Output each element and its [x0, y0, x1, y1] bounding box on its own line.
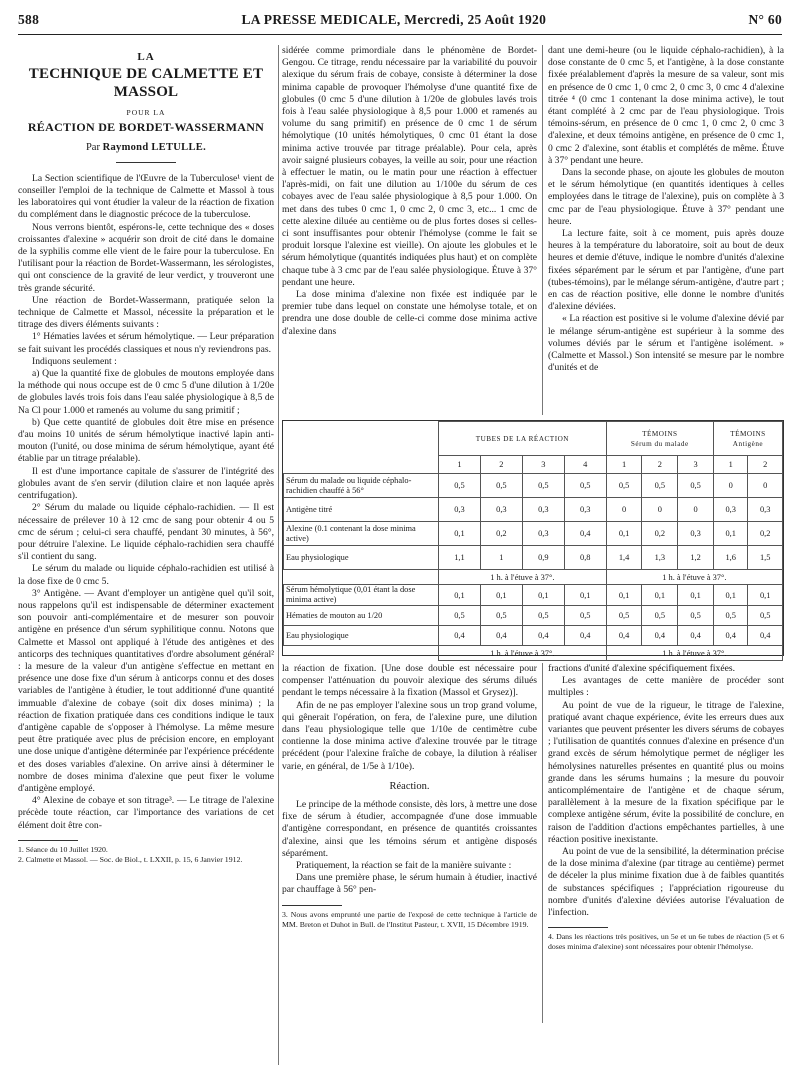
table-cell: 0,4 — [564, 522, 606, 546]
column-2-top — [282, 45, 537, 338]
tube-number: 1 — [606, 456, 642, 474]
paragraph: sidérée comme primordiale dans le phénomène de Bordet-Gengou. Ce titrage, rendu nécessaire par la variabilité du pouvoir alexique du sérum frais de cobaye, consiste à déterminer la dose minima capable de provoquer l'hémolyse d'une quantité fixe de globules (0 cmc 5 d'une dilution à 1/20e de globules lavés trois fois à l'eau salée physiologique à 8,5 pour 1.000 et ramenés au volume du sang primitif) en présence de 0 cmc 1 de sérum hémolytique (10 unités hémolytiques, 0 cmc 01 étant la dose minima active trouvée par titrage préalable). Pour cela, après avoir saigné plusieurs cobayes, la veille au soir, pour une réaction à effectuer le matin, ou le matin pour une réaction à effectuer l'après-midi, on fait une dilution au 1/100e du sérum de ces cobayes avec de l'eau salée physiologique à 8,5 pour 1.000. On met dans des tubes 0 cmc 1, 0 cmc 2, 0 cmc 3, etc... 1 cmc de cette alexine diluée au centième ou de plus fortes doses si celles-ci sont insuffisantes pour obtenir l'hémolyse (comme le fait se produit lorsque l'alexine est vieille). On ajoute les globules et le sérum hémolytique (quantités indiquées plus haut) et on complète chaque tube à 3 cmc par de l'eau salée physiologique. Étuve à 37° pendant une heure. — [282, 45, 537, 288]
paragraph: Nous verrons bientôt, espérons-le, cette technique des « doses croissantes d'alexine » acquérir son droit de cité dans le domaine de la syphilis comme elle vient de le faire pour la tuberculose. En l'utilisant pour la réaction de Bordet-Wassermann, les sérologistes, qui ont conscience de la gravité de leur verdict, y trouveront une très grande sécurité. — [18, 221, 274, 294]
table-cell: 0,5 — [522, 474, 564, 498]
table-cell: 0,4 — [678, 626, 714, 646]
table-cell: 0,3 — [522, 498, 564, 522]
group-temoins-serum-line2: Sérum du malade — [630, 439, 689, 448]
column-3-top — [548, 45, 784, 374]
table-cell: 0 — [713, 474, 748, 498]
table-cell: 0,9 — [522, 546, 564, 570]
incubation-note: 1 h. à l'étuve à 37°. — [606, 570, 782, 585]
table-cell: 0,1 — [564, 585, 606, 606]
table-cell: 0,1 — [713, 522, 748, 546]
row-label: Antigène titré — [284, 498, 439, 522]
column-2-bottom — [282, 663, 537, 930]
paragraph: 3° Antigène. — Avant d'employer un antigène quel qu'il soit, nous rappelons qu'il est indispensable de déterminer exactement son pouvoir anti-complémentaire et de mesurer son pouvoir antigène en présence d'un sérum syphilitique connu. Notons que Calmette et Massol ont appliqué à l'étude des antigènes et des anticorps des techniques quantitatives d'ordre absolument général² : la mesure de la valeur d'un antigène s'effectue en mettant en présence une dose fixe d'un sérum à anticorps connu et des doses variables de l'antigène à étudier, le tout additionné d'une quantité immuable d'alexine de cobaye (soit dix doses minima) ; la réaction de fixation pratiquée dans ces conditions indique le taux d'antigène capable de s'opposer à l'hémolyse. La même mesure peut être pratiquée avec plus de précision encore, en employant une dose unique d'antigène déterminée par l'expérience précédente et des doses variables d'alexine. On arrive ainsi à déterminer le nombre de doses minima d'alexine que peut fixer le volume d'antigène employé. — [18, 587, 274, 794]
paragraph: 1° Hématies lavées et sérum hémolytique. — Leur préparation se fait suivant les procédés classiques et nous n'y reviendrons pas. — [18, 331, 274, 355]
group-temoins-antigene-line2: Antigène — [732, 439, 764, 448]
group-temoins-antigene — [713, 422, 782, 456]
group-temoins-serum-line1: TÉMOINS — [642, 429, 678, 438]
table-cell: 0,5 — [678, 474, 714, 498]
table-cell: 0,5 — [642, 606, 678, 626]
incubation-note: 1 h. à l'étuve à 37°. — [439, 646, 607, 661]
table-cell: 0,1 — [642, 585, 678, 606]
footnote-rule — [282, 905, 342, 906]
footnote-rule — [18, 840, 78, 841]
table-cell: 0,5 — [606, 474, 642, 498]
table-cell: 0,8 — [564, 546, 606, 570]
table-cell: 0,3 — [522, 522, 564, 546]
footnote-4: 4. Dans les réactions très positives, un 5e et un 6e tubes de réaction (5 et 6 doses minima d'alexine) sont nécessaires pour obtenir l'hémolyse. — [548, 932, 784, 952]
reaction-table — [282, 420, 784, 656]
table-cell: 0 — [642, 498, 678, 522]
table-cell: 0 — [606, 498, 642, 522]
table-cell: 0,3 — [439, 498, 481, 522]
table-cell: 0,4 — [480, 626, 522, 646]
footnote-rule — [548, 927, 608, 928]
table-cell: 0,5 — [480, 474, 522, 498]
tube-number: 4 — [564, 456, 606, 474]
column-rule-2 — [542, 45, 543, 415]
article-la: LA — [137, 51, 155, 63]
column-rule-1 — [278, 45, 279, 1065]
paragraph: 4° Alexine de cobaye et son titrage³. — Le titrage de l'alexine précède toute réaction, car l'importance des variations de cet élément doit être con- — [18, 795, 274, 831]
table-cell: 0,4 — [642, 626, 678, 646]
table-cell: 0,5 — [564, 474, 606, 498]
paragraph: La Section scientifique de l'Œuvre de la Tuberculose¹ vient de conseiller l'emploi de la technique de Calmette et Massol à tous les laboratoires qui vont étudier la valeur de la réaction de fixation du complément dans le diagnostic précoce de la tuberculose. — [18, 172, 274, 221]
table-cell: 0,1 — [748, 585, 783, 606]
paragraph: Il est d'une importance capitale de s'assurer de l'intégrité des globules avant de s'en servir (dilution claire et non laquée après centrifugation). — [18, 465, 274, 502]
article-heading — [18, 51, 274, 163]
table-cell: 0,3 — [678, 522, 714, 546]
paragraph: Au point de vue de la rigueur, le titrage de l'alexine, pratiqué avant chaque expérience, évite les erreurs dues aux variantes que peuvent présenter les divers sérums de cobayes ; l'utilisation de quantités connues d'alexine en présence d'un grand excès de sérum hémolytique permet de négliger les hémolysines naturelles présentes en quantité plus ou moins grande dans les sérums humains ; la mesure du pouvoir anticomplémentaire de l'antigène et de chaque sérum, parallèlement à la mesure de la fixation spécifique par le complexe antigène sérum, évite la possibilité de conclure, en raison de l'addition d'actions empêchantes partielles, à une réaction positive inexistante. — [548, 699, 784, 845]
paragraph: 2° Sérum du malade ou liquide céphalo-rachidien. — Il est nécessaire de prélever 10 à 12 cmc de sang pour obtenir 4 ou 5 cmc de sérum ; celui-ci sera chauffé, pendant 30 minutes, à 56°, pour détruire l'alexine. Le liquide céphalo-rachidien sera chauffé s'il contient du sang. — [18, 502, 274, 563]
footnote-2: 2. Calmette et Massol. — Soc. de Biol., t. LXXII, p. 15, 6 Janvier 1912. — [18, 854, 243, 864]
paragraph: La dose minima d'alexine non fixée est indiquée par le premier tube dans lequel on constate une hémolyse totale, et on prendra une dose double de celle-ci comme dose minima active d'alexine dans — [282, 289, 537, 337]
row-label: Hématies de mouton au 1/20 — [284, 606, 439, 626]
paragraph: la réaction de fixation. [Une dose double est nécessaire pour compenser l'atténuation du pouvoir alexique des sérums dilués pendant le temps nécessaire à la fixation (Massol et Grysez)]. — [282, 663, 537, 699]
footnote-3: 3. Nous avons emprunté une partie de l'exposé de cette technique à l'article de MM. Breton et Duhot in Bull. de l'Institut Pasteur, t. XVII, 15 Décembre 1919. — [282, 909, 537, 929]
table-cell: 0,3 — [713, 498, 748, 522]
table-blank — [284, 456, 439, 474]
table-cell: 1,5 — [748, 546, 783, 570]
table-cell: 0,5 — [439, 606, 481, 626]
row-label: Alexine (0.1 contenant la dose minima active) — [284, 522, 439, 546]
paragraph: Indiquons seulement : — [32, 355, 117, 367]
table-cell: 0,2 — [642, 522, 678, 546]
paragraph: Afin de ne pas employer l'alexine sous un trop grand volume, qui gênerait l'opération, on fera, de l'alexine pure, une dilution dans l'eau physiologique telle que 1/10e de centimètre cube contienne la dose minima active d'alexine trouvée par le titrage précédent (pour l'alexine fraîche de cobaye, la dilution à réaliser varie, en général, de 1/5e à 1/10e). — [282, 699, 537, 772]
tube-number: 1 — [439, 456, 481, 474]
table-cell: 1,4 — [606, 546, 642, 570]
group-temoins-antigene-line1: TÉMOINS — [730, 429, 766, 438]
tube-number: 2 — [480, 456, 522, 474]
table-cell: 0,1 — [439, 522, 481, 546]
table-cell: 1,2 — [678, 546, 714, 570]
table-cell: 0,1 — [480, 585, 522, 606]
incubation-note: 1 h. à l'étuve à 37°. — [439, 570, 607, 585]
section-heading-reaction: Réaction. — [389, 780, 430, 792]
paragraph: Au point de vue de la sensibilité, la détermination précise de la dose minima d'alexine (par titrage au centième) permet de déceler la plus minime fixation due à de faibles quantités de substances spécifiques ; l'appréciation rigoureuse du nombre d'unités d'alexine déviées autorise l'évaluation de l'infection. — [548, 846, 784, 919]
table-cell: 0,4 — [748, 626, 783, 646]
table-cell: 0,1 — [606, 522, 642, 546]
row-label: Eau physiologique — [284, 626, 439, 646]
paragraph: Une réaction de Bordet-Wassermann, pratiquée selon la technique de Calmette et Massol, nécessite la préparation et le titrage des divers éléments suivants : — [18, 294, 274, 331]
table-cell: 0,5 — [642, 474, 678, 498]
table-cell: 0,5 — [480, 606, 522, 626]
column-3-bottom — [548, 663, 784, 952]
paragraph: Dans la seconde phase, on ajoute les globules de mouton et le sérum hémolytique (en quantités identiques à celles employées dans le titrage de l'alexine), puis on complète à 3 cmc par de l'eau physiologique. Étuve à 37° pendant une heure. — [548, 167, 784, 227]
paragraph: La lecture faite, soit à ce moment, puis après douze heures à la température du laboratoire, soit au bout de deux heures et demie d'étuve, indique le nombre d'unités d'alexine fixées séparément par le sérum et par l'antigène, d'une part (tubes-témoins), par le mélange sérum-antigène, d'autre part ; en cas de réaction positive, elle donne le nombre d'unités d'alexine déviées. — [548, 228, 784, 313]
table-cell: 0,5 — [748, 606, 783, 626]
article-author-line — [18, 142, 274, 154]
row-label: Sérum hémolytique (0,01 étant la dose minima active) — [284, 585, 439, 606]
table-blank — [284, 646, 439, 661]
page-number: 588 — [18, 12, 40, 27]
table-cell: 0,4 — [606, 626, 642, 646]
journal-title: LA PRESSE MEDICALE, Mercredi, 25 Août 1920 — [241, 12, 547, 27]
table-cell: 1,1 — [439, 546, 481, 570]
column-rule-3 — [542, 663, 543, 1023]
table-cell: 0,1 — [606, 585, 642, 606]
table-cell: 0,5 — [522, 606, 564, 626]
table-cell: 0,5 — [606, 606, 642, 626]
paragraph: b) Que cette quantité de globules doit être mise en présence d'au moins 10 unités de sérum hémolytique inactivé lapin anti-mouton (l'unité, ou dose minima de sérum hémolytique, ayant été établie par un titrage préalable). — [18, 416, 274, 465]
table-cell: 0,5 — [713, 606, 748, 626]
table-cell: 0,5 — [439, 474, 481, 498]
table-cell: 1,3 — [642, 546, 678, 570]
paragraph: Le principe de la méthode consiste, dès lors, à mettre une dose fixe de sérum à étudier, accompagnée d'une dose immuable d'antigène correspondant, en présence de quantités croissantes d'alexine, ainsi que les témoins sérum et antigène disposés séparément. — [282, 799, 537, 859]
table-cell: 0,5 — [678, 606, 714, 626]
tube-number: 1 — [713, 456, 748, 474]
group-temoins-serum — [606, 422, 713, 456]
row-label: Eau physiologique — [284, 546, 439, 570]
paragraph: Les avantages de cette manière de procéder sont multiples : — [548, 675, 784, 699]
column-1 — [18, 45, 274, 1080]
table-cell: 0,4 — [713, 626, 748, 646]
paragraph: Dans une première phase, le sérum humain à étudier, inactivé par chauffage à 56° pen- — [282, 872, 537, 896]
tube-number: 3 — [522, 456, 564, 474]
footnote-1: 1. Séance du 10 Juillet 1920. — [18, 844, 108, 854]
author-prefix: Par — [85, 141, 100, 153]
row-label: Sérum du malade ou liquide céphalo-rachidien chauffé à 56° — [284, 474, 439, 498]
table-cell: 0,2 — [748, 522, 783, 546]
table-cell: 1,6 — [713, 546, 748, 570]
table-cell: 0,1 — [713, 585, 748, 606]
table-cell: 0,3 — [748, 498, 783, 522]
incubation-note: 1 h. à l'étuve à 37°. — [606, 646, 782, 661]
group-tubes-reaction: TUBES DE LA RÉACTION — [439, 422, 607, 456]
table-cell: 0,1 — [522, 585, 564, 606]
article-subtitle: RÉACTION DE BORDET-WASSERMANN — [27, 120, 265, 135]
page-header — [18, 12, 782, 35]
issue-number: N° 60 — [748, 12, 782, 27]
table-cell: 0,2 — [480, 522, 522, 546]
table-cell: 0,4 — [439, 626, 481, 646]
paragraph: a) Que la quantité fixe de globules de moutons employée dans la méthode qui nous occupe est de 0 cmc 5 d'une dilution à 1/20e de globules lavés trois fois dans l'eau salée physiologique à 8,5 de Na Cl pour 1.000 et ramenés au volume du sang primitif ; — [18, 368, 274, 416]
table-cell: 0 — [678, 498, 714, 522]
table-cell: 0,3 — [564, 498, 606, 522]
paragraph: Le sérum du malade ou liquide céphalo-rachidien est utilisé à la dose fixe de 0 cmc 5. — [18, 563, 274, 587]
table-cell: 0 — [748, 474, 783, 498]
author-name: Raymond LETULLE. — [102, 141, 207, 153]
article-pour-la: POUR LA — [126, 108, 166, 118]
table-cell: 0,5 — [564, 606, 606, 626]
table-cell: 0,1 — [439, 585, 481, 606]
tube-number: 3 — [678, 456, 714, 474]
table-cell: 0,4 — [564, 626, 606, 646]
article-title: TECHNIQUE DE CALMETTE ET MASSOL — [28, 66, 264, 101]
table-cell: 0,1 — [678, 585, 714, 606]
tube-number: 2 — [748, 456, 783, 474]
table-blank — [284, 570, 439, 585]
table-corner — [284, 422, 439, 456]
tube-number: 2 — [642, 456, 678, 474]
title-rule — [116, 162, 176, 163]
paragraph: Pratiquement, la réaction se fait de la manière suivante : — [296, 860, 512, 872]
table-cell: 0,3 — [480, 498, 522, 522]
table-cell: 1 — [480, 546, 522, 570]
table-cell: 0,4 — [522, 626, 564, 646]
paragraph: « La réaction est positive si le volume d'alexine dévié par le mélange sérum-antigène est supérieur à la somme des volumes déviés par le sérum et l'antigène isolément. » (Calmette et Massol.) Son intensité se mesure par le nombre d'unités et de — [548, 313, 784, 374]
paragraph: dant une demi-heure (ou le liquide céphalo-rachidien), à la dose constante de 0 cmc 5, et l'antigène, à la dose constante fixée préalablement d'après la mesure de sa valeur, sont mis en présence de 0 cmc 1, 0 cmc 2, 0 cmc 3, 0 cmc 4 d'alexine titrée ⁴ (0 cmc 1 contenant la dose minima active), le tout étant complété à 2 cmc par de l'eau physiologique. Trois témoins-sérum, en présence de 0 cmc 1, 0 cmc 2, 0 cmc 3 d'alexine, et deux témoins antigène, en présence de 0 cmc 1, 0 cmc 2 d'alexine, sont établis et complétés de même. Étuve à 37° pendant une heure. — [548, 45, 784, 166]
paragraph: fractions d'unité d'alexine spécifiquement fixées. — [548, 663, 736, 674]
